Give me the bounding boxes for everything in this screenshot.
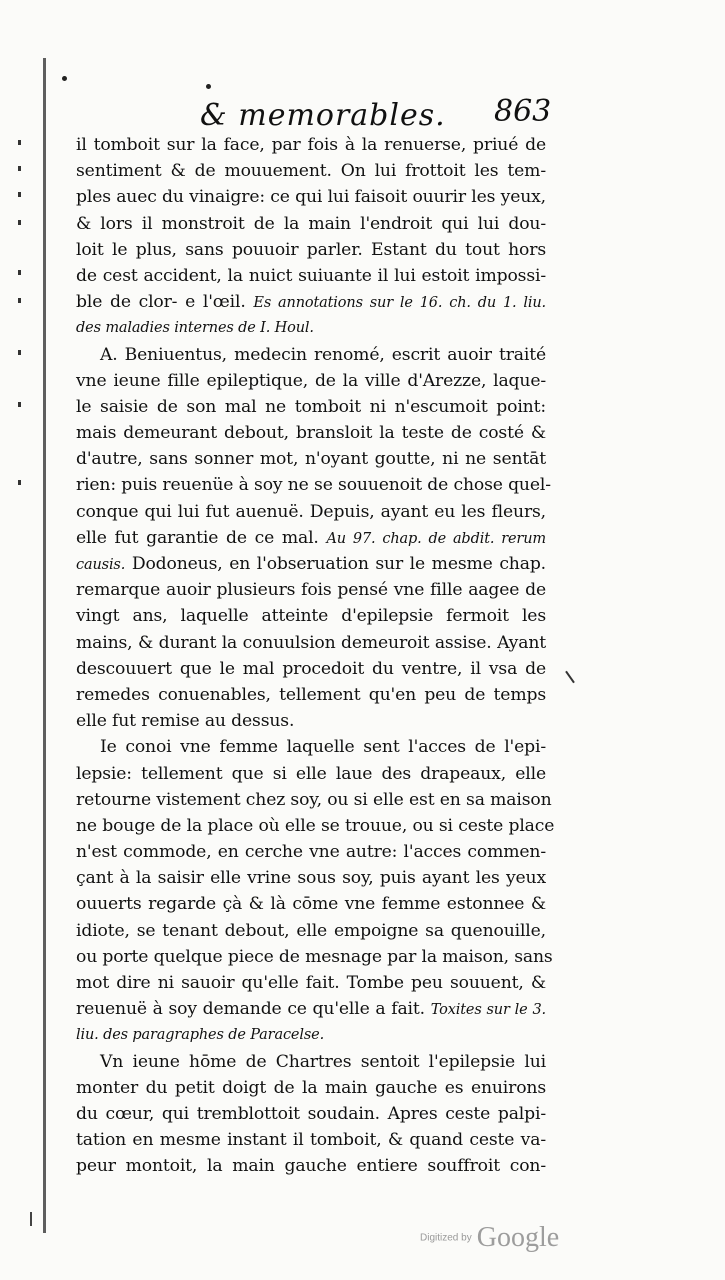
watermark-prefix: Digitized by (420, 1232, 472, 1244)
inline-citation: Es annotations sur le 16. ch. du 1. liu. (253, 295, 547, 312)
text-line: descouuert que le mal procedoit du ventre, il vsa de (76, 658, 546, 679)
text-line: il tomboit sur la face, par fois à la renuerse, priué de (76, 135, 546, 155)
main-text-block (76, 132, 555, 1180)
text-line: conque qui lui fut auenuë. Depuis, ayant eu les fleurs, (76, 501, 546, 522)
text-line: liu. des paragraphes de Paracelse. (76, 1027, 325, 1044)
text-line: mais demeurant debout, bransloit la teste de costé & (76, 423, 546, 444)
text-line: A. Beniuentus, medecin renomé, escrit auoir traité (100, 344, 546, 365)
text-line: ou porte quelque piece de mesnage par la maison, sans (76, 946, 553, 967)
text-line: çant à la saisir elle vrine sous soy, puis ayant les yeux (76, 868, 546, 889)
text-line: ples auec du vinaigre: ce qui lui faisoit ouurir les yeux, (76, 187, 546, 208)
text-line: remedes conuenables, tellement qu'en peu de temps (76, 684, 546, 705)
text-line: peur montoit, la main gauche entiere souffroit con- (76, 1156, 546, 1177)
text-line: ouuerts regarde çà & là cōme vne femme estonnee & (76, 894, 546, 915)
ink-speck (206, 84, 211, 89)
binding-gutter-line (43, 58, 46, 1233)
margin-ink-marks (567, 670, 577, 710)
footer-ink-mark (30, 1212, 32, 1226)
text-line: vne ieune fille epileptique, de la ville d'Arezze, laque- (76, 370, 546, 391)
inline-citation: causis. (76, 557, 126, 573)
text-line: reuenuë à soy demande ce qu'elle a fait. Toxites sur le 3. (76, 999, 546, 1020)
text-line: mains, & durant la conuulsion demeuroit assise. Ayant (76, 632, 546, 653)
text-line: Ie conoi vne femme laquelle sent l'acces de l'epi- (100, 737, 546, 758)
text-line: mot dire ni sauoir qu'elle fait. Tombe peu souuent, & (76, 973, 546, 993)
text-line: monter du petit doigt de la main gauche es enuirons (76, 1077, 546, 1098)
digitized-watermark (420, 1222, 559, 1254)
text-line: causis. Dodoneus, en l'obseruation sur le mesme chap. (76, 554, 546, 574)
ink-speck (62, 76, 67, 81)
text-line: lepsie: tellement que si elle laue des drapeaux, elle (76, 763, 546, 784)
google-logo: Google (476, 1222, 560, 1253)
text-line: des maladies internes de I. Houl. (76, 320, 314, 337)
text-line: ble de clor- e l'œil. Es annotations sur le 16. ch. du 1. liu. (76, 292, 547, 313)
text-line: elle fut remise au dessus. (76, 711, 295, 732)
running-title: & memorables. (200, 98, 446, 133)
text-line: d'autre, sans sonner mot, n'oyant goutte, ni ne sentāt (76, 449, 546, 470)
text-line: vingt ans, laquelle atteinte d'epilepsie fermoit les (76, 606, 546, 627)
text-line: sentiment & de mouuement. On lui frottoit les tem- (76, 161, 546, 182)
text-line: loit le plus, sans pouuoir parler. Estant du tout hors (76, 239, 546, 260)
text-line: idiote, se tenant debout, elle empoigne sa quenouille, (76, 920, 546, 941)
text-line: du cœur, qui tremblottoit soudain. Apres ceste palpi- (76, 1103, 546, 1124)
text-line: tation en mesme instant il tomboit, & quand ceste va- (76, 1130, 546, 1151)
text-line: de cest accident, la nuict suiuante il lui estoit impossi- (76, 265, 546, 286)
text-line: remarque auoir plusieurs fois pensé vne fille aagee de (76, 580, 546, 601)
inline-citation: Toxites sur le 3. (430, 1002, 546, 1019)
text-line: ne bouge de la place où elle se trouue, ou si ceste place (76, 815, 555, 836)
text-line: n'est commode, en cerche vne autre: l'acces commen- (76, 842, 546, 863)
gutter-ink-marks (18, 140, 26, 540)
text-line: & lors il monstroit de la main l'endroit qui lui dou- (76, 213, 546, 234)
text-line: elle fut garantie de ce mal. Au 97. chap. de abdit. rerum (76, 527, 546, 548)
page-number: 863 (494, 94, 552, 129)
inline-citation: Au 97. chap. de abdit. rerum (326, 530, 546, 547)
text-line: Vn ieune hōme de Chartres sentoit l'epilepsie lui (100, 1051, 546, 1072)
text-line: retourne vistement chez soy, ou si elle est en sa maison (76, 789, 552, 810)
text-line: rien: puis reuenüe à soy ne se souuenoit de chose quel- (76, 475, 551, 496)
text-line: le saisie de son mal ne tomboit ni n'escumoit point: (76, 396, 546, 417)
